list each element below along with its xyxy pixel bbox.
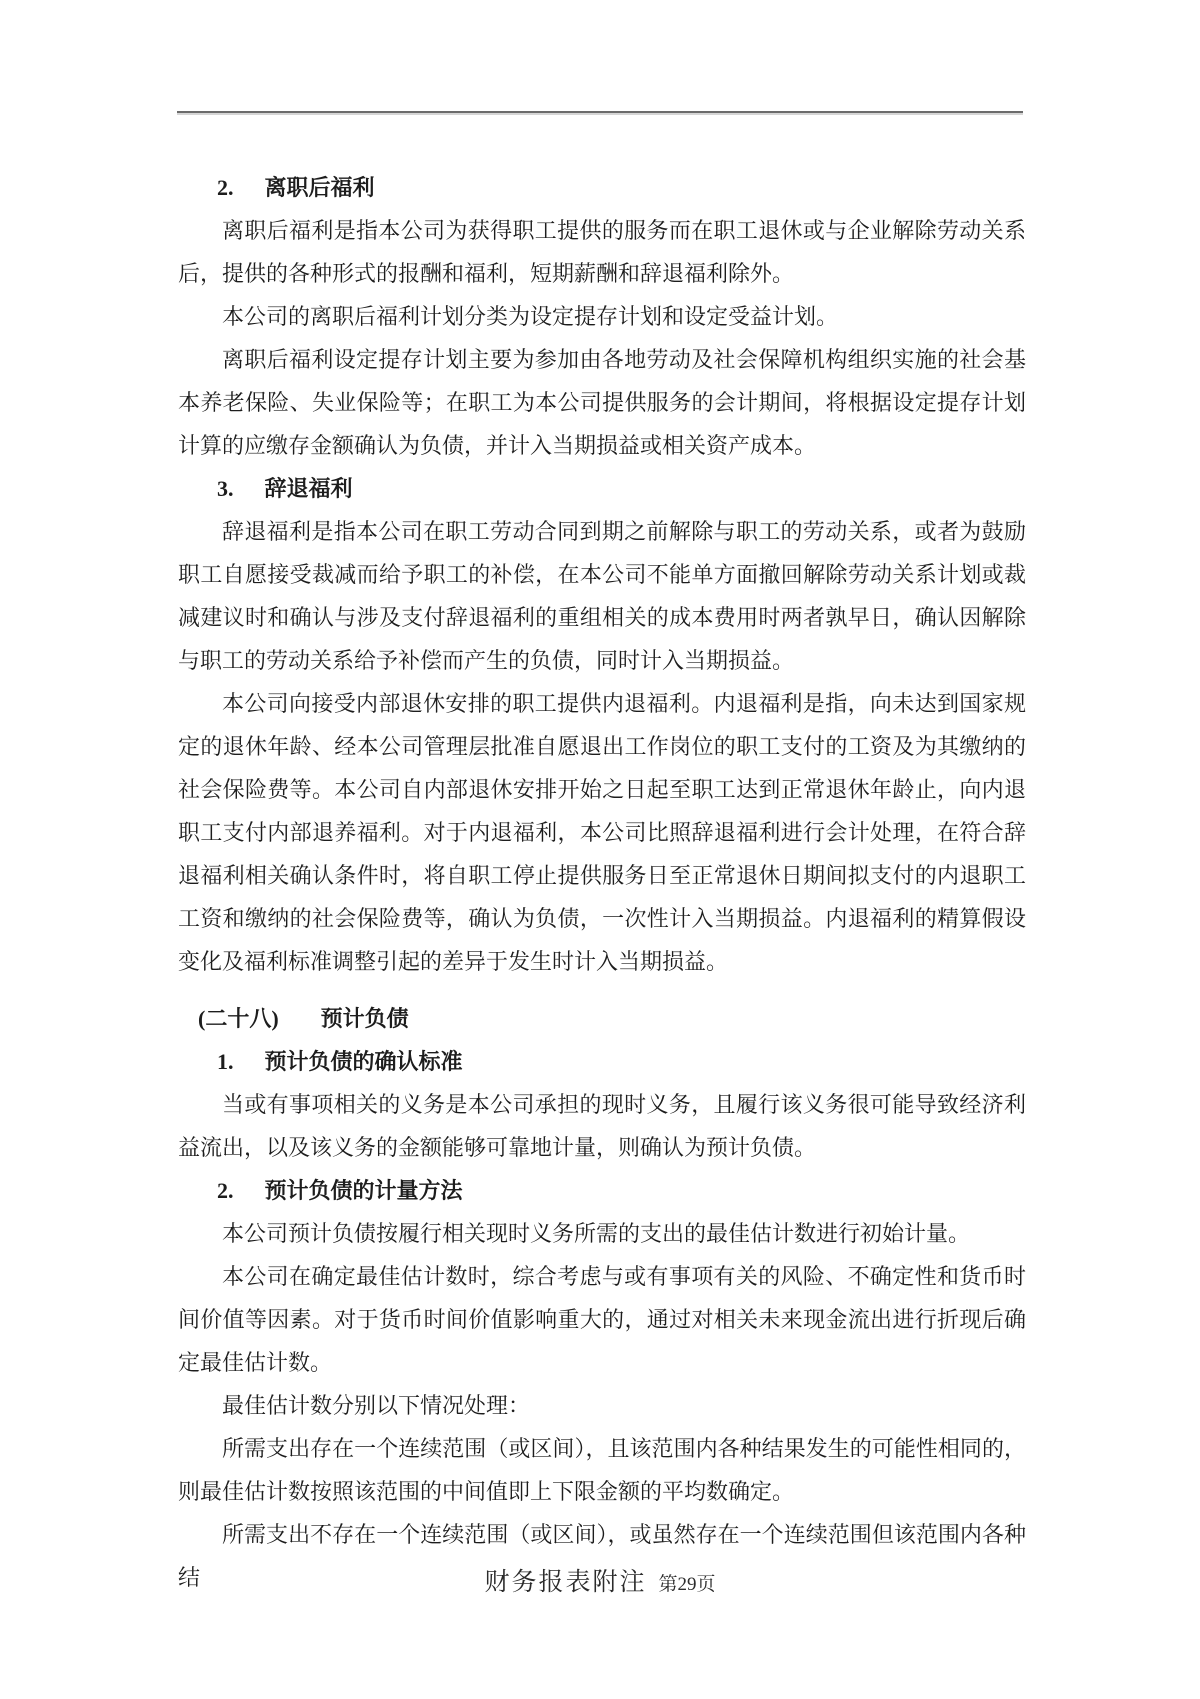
heading-number: 2.	[217, 175, 234, 200]
heading-title: 辞退福利	[264, 476, 353, 501]
numbered-heading	[217, 166, 1026, 209]
paragraph: 辞退福利是指本公司在职工劳动合同到期之前解除与职工的劳动关系，或者为鼓励职工自愿接受裁减而给予职工的补偿，在本公司不能单方面撤回解除劳动关系计划或裁减建议时和确认与涉及支付辞退福利的重组相关的成本费用时两者孰早日，确认因解除与职工的劳动关系给予补偿而产生的负债，同时计入当期损益。	[178, 519, 1026, 673]
numbered-heading	[217, 467, 1026, 510]
numbered-heading	[217, 1040, 1026, 1083]
paragraph: 本公司的离职后福利计划分类为设定提存计划和设定受益计划。	[222, 304, 839, 329]
document-body	[178, 166, 1026, 1599]
heading-title: 离职后福利	[264, 175, 375, 200]
footer-title: 财务报表附注	[484, 1569, 647, 1596]
heading-title: 预计负债的确认标准	[264, 1049, 463, 1074]
paragraph: 最佳估计数分别以下情况处理：	[222, 1393, 531, 1418]
paragraph: 当或有事项相关的义务是本公司承担的现时义务，且履行该义务很可能导致经济利益流出，以及该义务的金额能够可靠地计量，则确认为预计负债。	[178, 1092, 1026, 1160]
section-heading	[198, 997, 1026, 1040]
paragraph: 离职后福利是指本公司为获得职工提供的服务而在职工退休或与企业解除劳动关系后，提供的各种形式的报酬和福利，短期薪酬和辞退福利除外。	[178, 218, 1026, 286]
paragraph: 所需支出存在一个连续范围（或区间），且该范围内各种结果发生的可能性相同的，则最佳估计数按照该范围的中间值即上下限金额的平均数确定。	[178, 1436, 1026, 1504]
numbered-heading	[217, 1169, 1026, 1212]
heading-title: 预计负债	[320, 1006, 409, 1031]
paragraph: 本公司在确定最佳估计数时，综合考虑与或有事项有关的风险、不确定性和货币时间价值等因素。对于货币时间价值影响重大的，通过对相关未来现金流出进行折现后确定最佳估计数。	[178, 1264, 1026, 1375]
header-rule	[177, 111, 1023, 113]
heading-number: 3.	[217, 476, 234, 501]
heading-number: 2.	[217, 1178, 234, 1203]
page-footer	[0, 1562, 1200, 1598]
paragraph: 所需支出不存在一个连续范围（或区间），或虽然存在一个连续范围但该范围内各种结	[178, 1522, 1026, 1590]
paragraph: 本公司向接受内部退休安排的职工提供内退福利。内退福利是指，向未达到国家规定的退休年龄、经本公司管理层批准自愿退出工作岗位的职工支付的工资及为其缴纳的社会保险费等。本公司自内部退休安排开始之日起至职工达到正常退休年龄止，向内退职工支付内部退养福利。对于内退福利，本公司比照辞退福利进行会计处理，在符合辞退福利相关确认条件时，将自职工停止提供服务日至正常退休日期间拟支付的内退职工工资和缴纳的社会保险费等，确认为负债，一次性计入当期损益。内退福利的精算假设变化及福利标准调整引起的差异于发生时计入当期损益。	[178, 691, 1026, 974]
footer-page-number: 第29页	[658, 1574, 716, 1595]
paragraph: 离职后福利设定提存计划主要为参加由各地劳动及社会保障机构组织实施的社会基本养老保险、失业保险等；在职工为本公司提供服务的会计期间，将根据设定提存计划计算的应缴存金额确认为负债，并计入当期损益或相关资产成本。	[178, 347, 1026, 458]
paragraph: 本公司预计负债按履行相关现时义务所需的支出的最佳估计数进行初始计量。	[222, 1221, 971, 1246]
heading-number: 1.	[217, 1049, 234, 1074]
heading-number: (二十八)	[198, 1006, 279, 1031]
heading-title: 预计负债的计量方法	[264, 1178, 463, 1203]
